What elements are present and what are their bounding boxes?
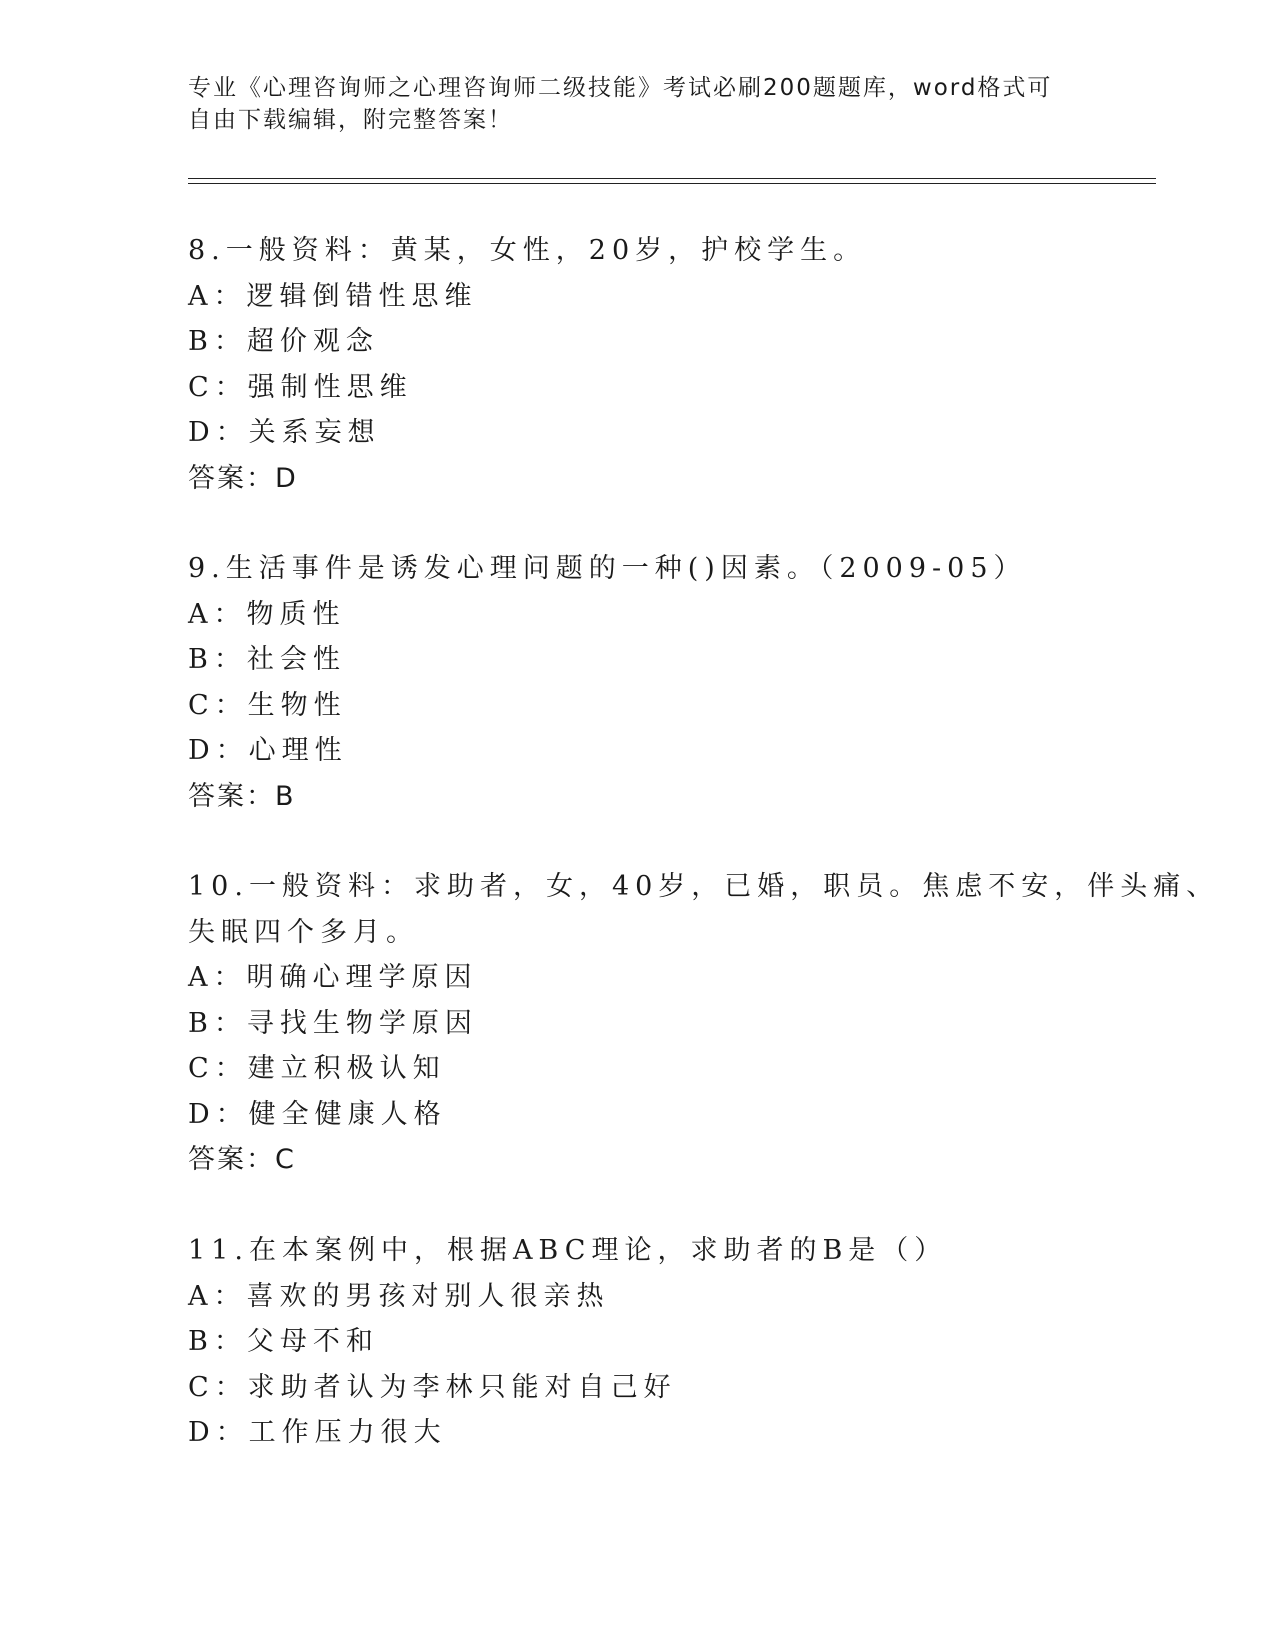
question-11 <box>188 1228 1088 1456</box>
question-9 <box>188 546 1088 819</box>
option-b: B：社会性 <box>188 644 346 675</box>
document-intro: 专业《心理咨询师之心理咨询师二级技能》考试必刷200题题库，word格式可自由下载编辑，附完整答案！ <box>188 75 1053 133</box>
header-divider-bottom <box>188 183 1156 184</box>
option-d: D：心理性 <box>188 735 348 766</box>
question-stem: 8.一般资料：黄某，女性，20岁，护校学生。 <box>188 235 867 266</box>
option-d: D：工作压力很大 <box>188 1417 447 1448</box>
option-b: B：寻找生物学原因 <box>188 1007 478 1039</box>
answer-label: 答案：C <box>188 1144 296 1175</box>
option-a: A：物质性 <box>188 598 346 630</box>
option-c: C：求助者认为李林只能对自己好 <box>188 1371 677 1403</box>
option-c: C：强制性思维 <box>188 371 413 403</box>
option-d: D：健全健康人格 <box>188 1098 447 1130</box>
question-stem-line-1: 10.一般资料：求助者，女，40岁，已婚，职员。焦虑不安，伴头痛、 <box>188 871 1220 902</box>
option-b: B：父母不和 <box>188 1326 379 1357</box>
question-stem-line-2: 失眠四个多月。 <box>188 916 419 948</box>
option-c: C：建立积极认知 <box>188 1053 446 1084</box>
option-b: B：超价观念 <box>188 326 379 357</box>
answer-label: 答案：B <box>188 780 296 812</box>
header-divider-top <box>188 178 1156 179</box>
option-a: A：逻辑倒错性思维 <box>188 280 478 312</box>
question-stem: 9.生活事件是诱发心理问题的一种()因素。（2009-05） <box>188 553 1027 584</box>
option-a: A：明确心理学原因 <box>188 962 478 993</box>
option-a: A：喜欢的男孩对别人很亲热 <box>188 1280 610 1312</box>
option-d: D：关系妄想 <box>188 417 381 448</box>
option-c: C：生物性 <box>188 689 347 721</box>
question-10 <box>188 864 1220 1183</box>
answer-label: 答案：D <box>188 462 298 494</box>
question-stem: 11.在本案例中，根据ABC理论，求助者的B是（） <box>188 1235 948 1266</box>
question-8 <box>188 228 1088 501</box>
